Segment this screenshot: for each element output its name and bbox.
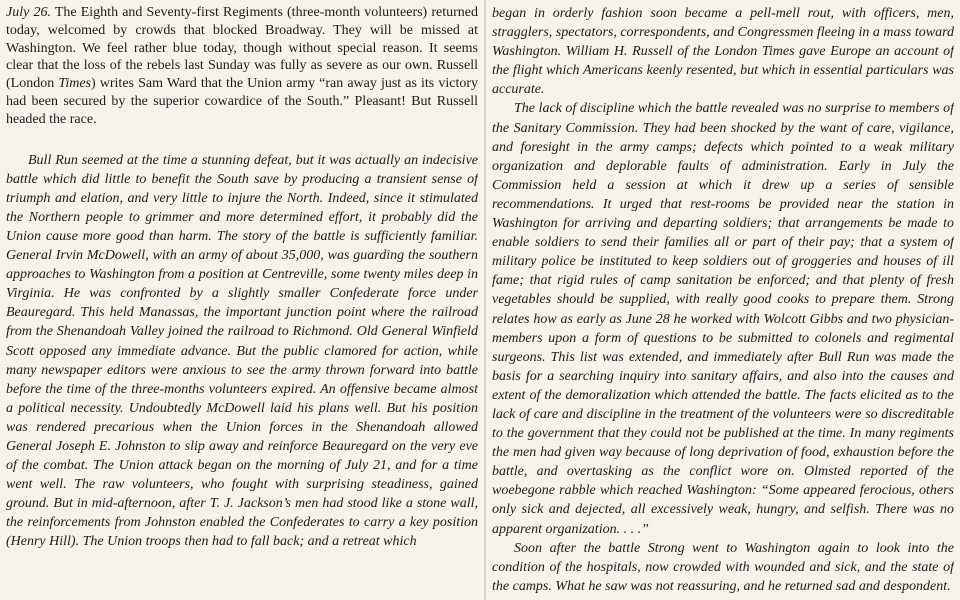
column-gutter	[484, 0, 486, 600]
section-spacer	[6, 129, 478, 151]
diary-text-part-2: ) writes Sam Ward that the Union army “ran away just as its victory had been secured by the superior cowardice of the South.” Pleasant! But Russell headed the race.	[6, 76, 478, 127]
right-column	[492, 4, 954, 596]
commentary-paragraph: Bull Run seemed at the time a stunning defeat, but it was actually an indecisive battle which did little to benefit the South save by producing a transient sense of triumph and elation, and very little to injure the North. Indeed, since it stimulated the Northern people to grimmer and more determined effort, it probably did the Union cause more good than harm. The story of the battle is sufficiently familiar. General Irvin McDowell, with an army of about 35,000, was guarding the southern approaches to Washington from a position at Centreville, some twenty miles deep in Virginia. He was confronted by a slightly smaller Confederate force under Beauregard. This held Manassas, the important junction point where the railroad from the Shenandoah Valley joined the railroad to Richmond. Old General Winfield Scott opposed any immediate advance. But the public clamored for action, while many newspaper editors were anxious to see the army thrown forward into battle before the time of the three-months volunteers expired. An offensive became almost a political necessity. Undoubtedly McDowell laid his plans well. But his position was rendered precarious when the Union forces in the Shenandoah allowed General Joseph E. Johnston to slip away and reinforce Beauregard on the very eve of the combat. The Union attack began on the morning of July 21, and for a time went well. The raw volunteers, who fought with surprising steadiness, gained ground. But in mid-afternoon, after T. J. Jackson’s men had stood like a stone wall, the reinforcements from Johnston enabled the Confederates to carry a key position (Henry Hill). The Union troops then had to fall back; and a retreat which	[6, 152, 478, 550]
hospitals-paragraph: Soon after the battle Strong went to Washington again to look into the condition of the hospitals, now crowded with wounded and sick, and the state of the camps. What he saw was not reassuring, and he returned sad and despondent.	[492, 540, 954, 594]
newspaper-name: Times	[58, 76, 92, 92]
diary-date: July 26.	[6, 5, 51, 20]
commentary-continued-paragraph: began in orderly fashion soon became a pell-mell rout, with officers, men, stragglers, spectators, correspondents, and Congressmen fleeing in a mass toward Washington. William H. Russell of the London Times gave Europe an account of the flight which Americans keenly resented, but which in essential particulars was accurate.	[492, 6, 954, 98]
diary-text-part-1: The Eighth and Seventy-first Regiments (three-month volunteers) returned today, welcomed by crowds that blocked Broadway. They will be missed at Washington. We feel rather blue today, though without special reason. It seems clear that the loss of the rebels last Sunday was fully as severe as our own. Russell (London	[6, 5, 478, 92]
sanitary-commission-paragraph: The lack of discipline which the battle revealed was no surprise to members of the Sanitary Commission. They had been shocked by the want of care, vigilance, and foresight in the army camps; defects which pointed to a weak military organization and deplorable faults of administration. Early in July the Commission held a session at which it drew up a series of sensible recommendations. It urged that rest-rooms be provided near the station in Washington for arriving and departing soldiers; that arrangements be made to enable soldiers to send their families all or part of their pay; that a system of military police be instituted to keep soldiers out of groggeries and houses of ill fame; that rigid rules of camp sanitation be enforced; and that plenty of fresh vegetables should be supplied, with really good cooks to prepare them. Strong relates how as early as June 28 he worked with Wolcott Gibbs and two physician-members upon a form of questions to be submitted to colonels and regimental surgeons. This list was extended, and immediately after Bull Run was made the basis for a searching inquiry into sanitary affairs, and also into the causes and extent of the demoralization which attended the battle. The facts elicited as to the lack of care and discipline in the treatment of the volunteers were so discreditable to the government that they could not be published at the time. In many regiments the men had given way because of long deprivation of food, exhaustion before the battle, and overtasking as the conflict wore on. Olmsted reported of the woebegone rabble which reached Washington: “Some appeared ferocious, others only sick and dejected, all excessively weak, hungry, and selfish. There was no apparent organization. . . .”	[492, 101, 954, 537]
diary-entry	[6, 4, 478, 129]
left-column	[6, 4, 478, 596]
